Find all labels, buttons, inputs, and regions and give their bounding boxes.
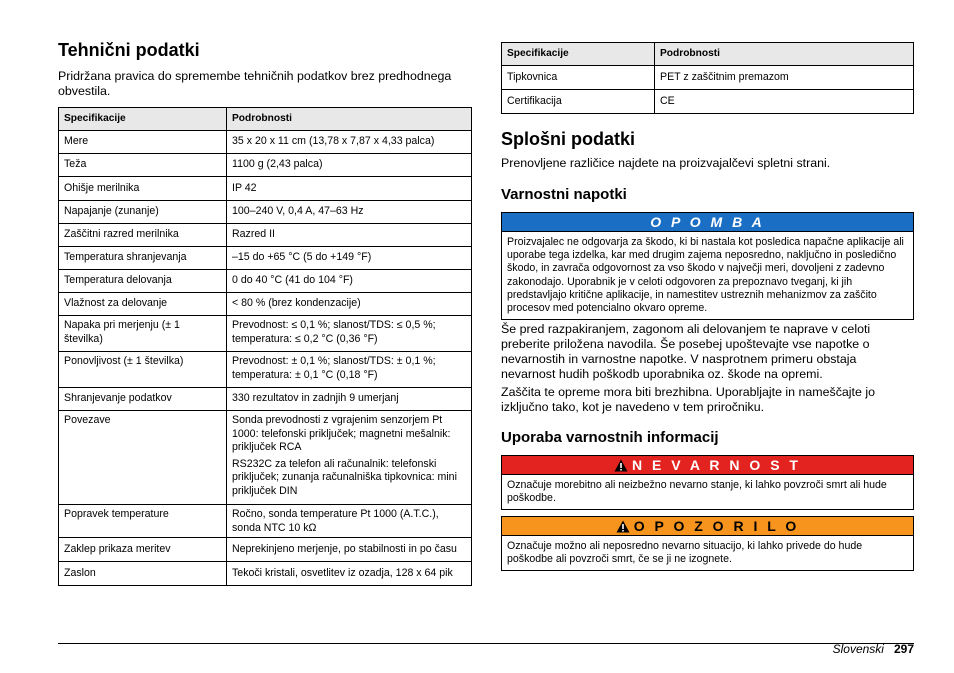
spec-cell: Ohišje merilnika [59, 177, 227, 201]
spec-header: Specifikacije [502, 43, 655, 66]
safety-title: Varnostni napotki [501, 186, 627, 203]
table-row [59, 154, 472, 177]
detail-cell: –15 do +65 °C (5 do +149 °F) [227, 247, 472, 270]
spec-cell: Vlažnost za delovanje [59, 293, 227, 316]
table-row [502, 90, 914, 114]
table-row [59, 224, 472, 247]
detail-cell [227, 411, 472, 505]
table-row [59, 352, 472, 388]
spec-cell: Mere [59, 131, 227, 154]
spec-cell: Ponovljivost (± 1 številka) [59, 352, 227, 388]
details-header: Podrobnosti [227, 108, 472, 131]
page-number: 297 [893, 642, 914, 656]
spec-cell: Tipkovnica [502, 66, 655, 90]
footer [833, 642, 914, 656]
spec-cell: Zaščitni razred merilnika [59, 224, 227, 247]
table-row [59, 411, 472, 505]
detail-cell: 330 rezultatov in zadnjih 9 umerjanj [227, 388, 472, 411]
table-row [59, 247, 472, 270]
detail-cell: Razred II [227, 224, 472, 247]
detail-cell: 0 do 40 °C (41 do 104 °F) [227, 270, 472, 293]
detail-cell: IP 42 [227, 177, 472, 201]
details-header: Podrobnosti [655, 43, 914, 66]
connections-text-2: RS232C za telefon ali računalnik: telefonski priključek; zunanja računalniška tipkovnica: mini priključek DIN [232, 457, 457, 497]
danger-header-bar [502, 456, 913, 475]
general-data-title: Splošni podatki [501, 129, 636, 149]
danger-text: Označuje morebitno ali neizbežno nevarno stanje, ki lahko povzroči smrt ali hude poškodbe. [507, 479, 887, 505]
table-row [59, 201, 472, 224]
danger-header: N E V A R N O S T [632, 457, 801, 473]
spec-header: Specifikacije [59, 108, 227, 131]
warning-header: O P O Z O R I L O [633, 518, 800, 534]
safety-paragraph-2: Zaščita te opreme mora biti brezhibna. Uporabljajte in nameščajte jo izključno tako, kot je navedeno v tem priročniku. [501, 385, 875, 414]
table-row [59, 562, 472, 586]
table-row [59, 293, 472, 316]
warning-box [501, 516, 914, 571]
safety-paragraph-1: Še pred razpakiranjem, zagonom ali delovanjem te naprave v celoti preberite priložena navodila. Še posebej upoštevajte vse napotke o nevarnostih in varnostne napotke. V nasprotnem primeru obstaja nevarnost hudih poškodb uporabnika oz. škode na opremi. [501, 322, 871, 381]
spec-cell: Popravek temperature [59, 505, 227, 538]
detail-cell: Prevodnost: ≤ 0,1 %; slanost/TDS: ≤ 0,5 %; temperatura: ≤ 0,2 °C (0,36 °F) [227, 316, 472, 352]
spec-cell: Zaklep prikaza meritev [59, 538, 227, 562]
note-header: O P O M B A [502, 213, 913, 232]
warning-header-bar [502, 517, 913, 536]
detail-cell: PET z zaščitnim premazom [655, 66, 914, 90]
table-row [59, 538, 472, 562]
spec-cell: Temperatura shranjevanja [59, 247, 227, 270]
spec-cell: Napajanje (zunanje) [59, 201, 227, 224]
spec-cell: Shranjevanje podatkov [59, 388, 227, 411]
warning-triangle-icon [614, 459, 628, 472]
table-row [59, 270, 472, 293]
detail-cell: Prevodnost: ± 0,1 %; slanost/TDS: ± 0,1 %; temperatura: ± 0,1 °C (0,18 °F) [227, 352, 472, 388]
tech-data-title: Tehnični podatki [58, 40, 200, 60]
detail-cell: 1100 g (2,43 palca) [227, 154, 472, 177]
table-row [59, 505, 472, 538]
table-row [59, 388, 472, 411]
spec-cell: Temperatura delovanja [59, 270, 227, 293]
table-row [502, 66, 914, 90]
table-row [59, 177, 472, 201]
spec-table-right [501, 42, 914, 114]
connections-text-1: Sonda prevodnosti z vgrajenim senzorjem Pt 1000: telefonski priključek; magnetni mešalnik: priključek RCA [232, 414, 451, 453]
note-text: Proizvajalec ne odgovarja za škodo, ki bi nastala kot posledica napačne aplikacije ali uporabe tega izdelka, kar med drugim zajema neposredno, naključno in posledično škodo, in zavrača odgovornost za vso škodo v največji meri, dovoljeni z zadevno zakonodajo. Uporabnik je v celoti odgovoren za prepoznavo tveganj, ki jih predstavljajo kritične aplikacije, in namestitev ustreznih mehanizmov za zaščito procesov med potencialno okvaro opreme. [507, 236, 904, 315]
detail-cell: CE [655, 90, 914, 114]
spec-cell: Zaslon [59, 562, 227, 586]
warning-triangle-icon [616, 520, 630, 533]
danger-box [501, 455, 914, 510]
table-row [59, 316, 472, 352]
spec-cell: Teža [59, 154, 227, 177]
detail-cell: Tekoči kristali, osvetlitev iz ozadja, 128 x 64 pik [227, 562, 472, 586]
note-box [501, 212, 914, 320]
safety-info-title: Uporaba varnostnih informacij [501, 429, 719, 446]
footer-language: Slovenski [832, 642, 884, 656]
spec-cell: Povezave [59, 411, 227, 505]
detail-cell: 100–240 V, 0,4 A, 47–63 Hz [227, 201, 472, 224]
spec-cell: Certifikacija [502, 90, 655, 114]
spec-cell: Napaka pri merjenju (± 1 številka) [59, 316, 227, 352]
footer-rule [58, 643, 914, 644]
detail-cell: Neprekinjeno merjenje, po stabilnosti in po času [227, 538, 472, 562]
general-data-text: Prenovljene različice najdete na proizvajalčevi spletni strani. [501, 156, 831, 170]
detail-cell: Ročno, sonda temperature Pt 1000 (A.T.C.), sonda NTC 10 kΩ [227, 505, 472, 538]
table-row [59, 131, 472, 154]
tech-data-intro: Pridržana pravica do spremembe tehničnih podatkov brez predhodnega obvestila. [58, 69, 452, 98]
detail-cell: < 80 % (brez kondenzacije) [227, 293, 472, 316]
warning-text: Označuje možno ali neposredno nevarno situacijo, ki lahko privede do hude poškodbe ali povzroči smrt, če se ji ne izognete. [507, 540, 863, 566]
spec-table-left [58, 107, 472, 586]
detail-cell: 35 x 20 x 11 cm (13,78 x 7,87 x 4,33 palca) [227, 131, 472, 154]
